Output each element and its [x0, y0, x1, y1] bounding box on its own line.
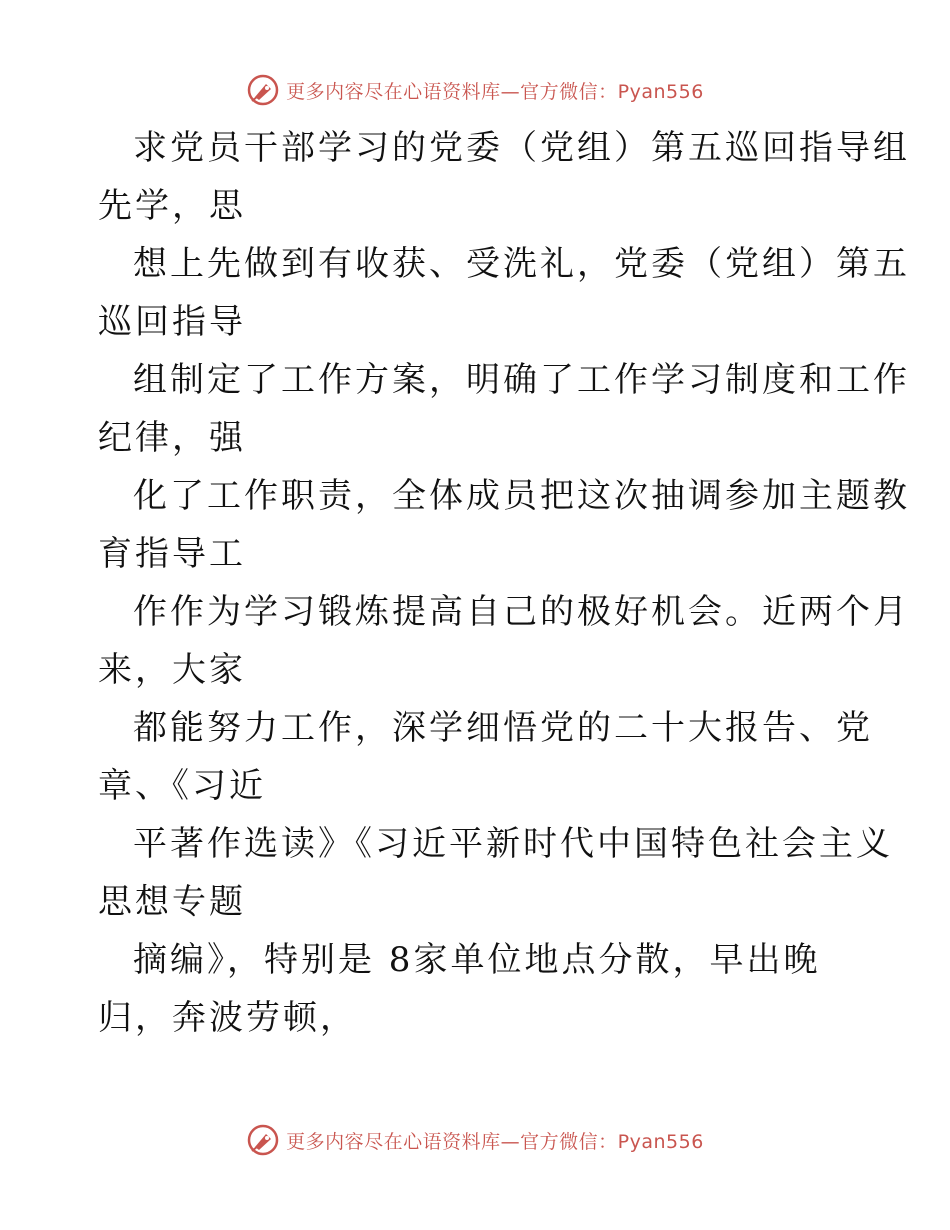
- text-line: 平著作选读》《习近平新时代中国特色社会主义: [133, 824, 893, 864]
- text-line: 先学，思: [98, 186, 246, 226]
- text-line: 纪律，强: [98, 418, 246, 458]
- text-line: 想上先做到有收获、受洗礼，党委（党组）第五: [133, 244, 910, 284]
- text-line: 章、《习近: [98, 766, 266, 806]
- text-line: 组制定了工作方案，明确了工作学习制度和工作: [133, 360, 910, 400]
- text-line: 育指导工: [98, 534, 246, 574]
- text-line: 来，大家: [98, 650, 246, 690]
- text-line: 化了工作职责，全体成员把这次抽调参加主题教: [133, 476, 910, 516]
- text-line: 都能努力工作，深学细悟党的二十大报告、党: [133, 708, 873, 748]
- text-line: 摘编》，特别是 8家单位地点分散，早出晚: [133, 940, 821, 980]
- header-banner-text: 更多内容尽在心语资料库—官方微信：Pyan556: [286, 80, 704, 103]
- pen-nib-logo-icon: [246, 73, 280, 107]
- text-line: 思想专题: [98, 882, 246, 922]
- text-line: 求党员干部学习的党委（党组）第五巡回指导组: [133, 128, 910, 168]
- header-banner: [0, 70, 950, 110]
- text-line: 巡回指导: [98, 302, 246, 342]
- footer-banner-text: 更多内容尽在心语资料库—官方微信：Pyan556: [286, 1130, 704, 1153]
- text-line: 作作为学习锻炼提高自己的极好机会。近两个月: [133, 592, 910, 632]
- text-line: 归，奔波劳顿，: [98, 998, 357, 1038]
- footer-banner: [0, 1120, 950, 1160]
- pen-nib-logo-icon: [246, 1123, 280, 1157]
